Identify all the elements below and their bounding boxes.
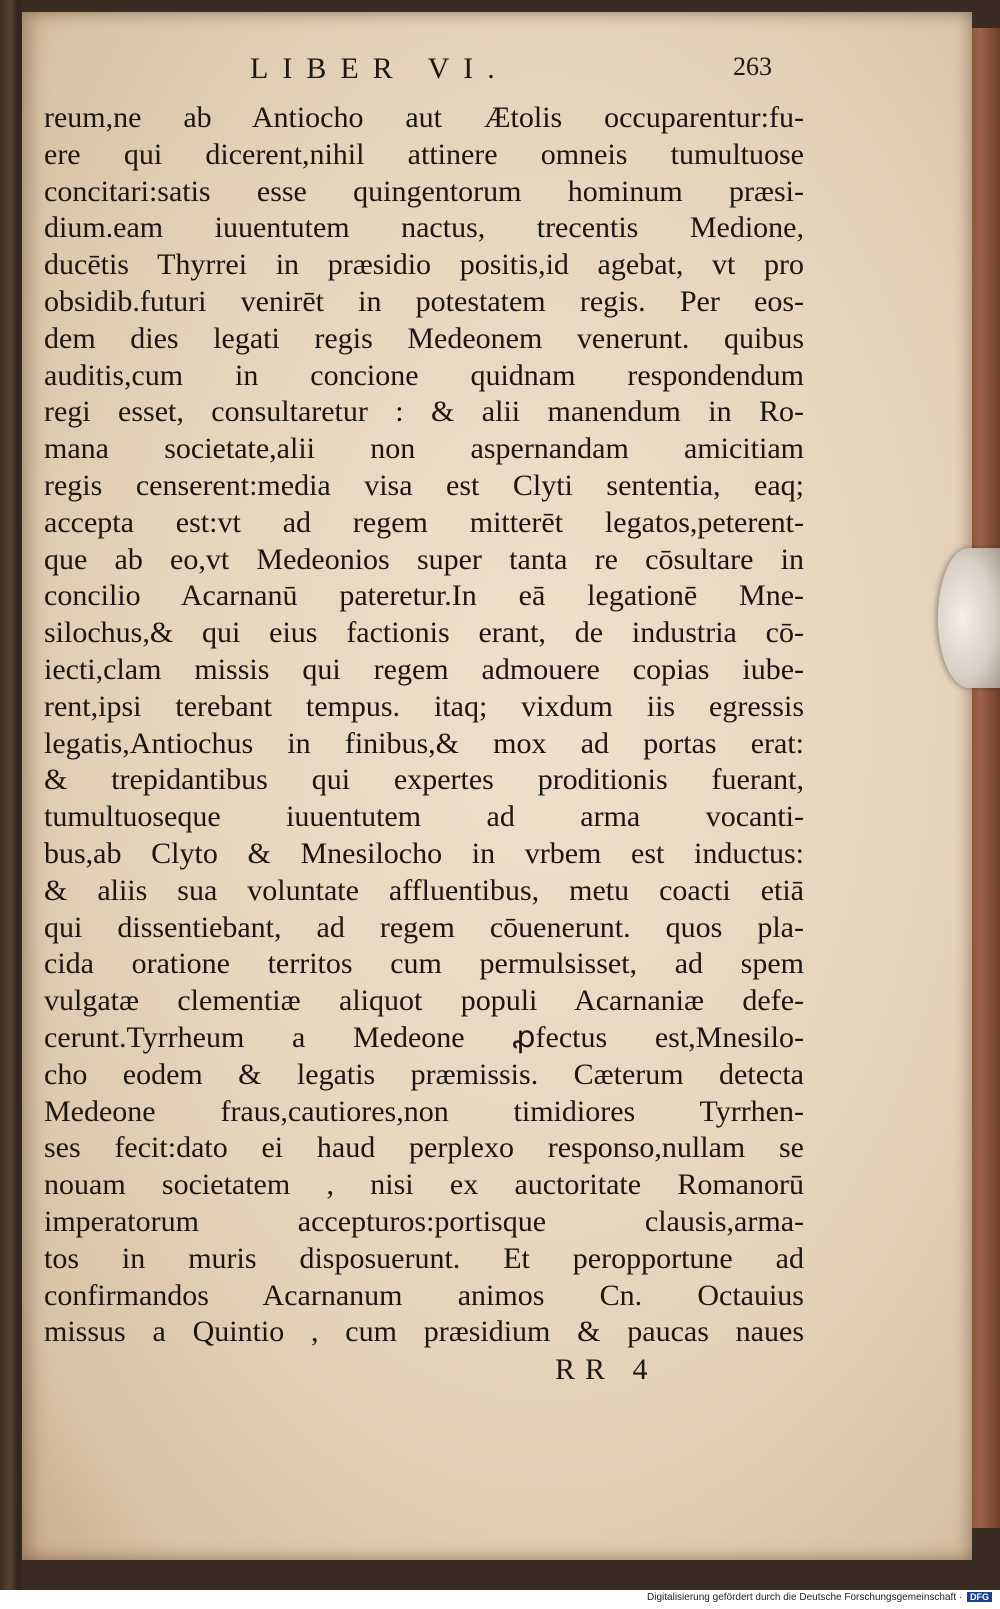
credit-text: Digitalisierung gefördert durch die Deutsche Forschungsgemeinschaft · bbox=[647, 1592, 963, 1603]
page-header bbox=[0, 52, 1000, 92]
text-line: Medeone fraus,cautiores,non timidiores Tyrrhen- bbox=[44, 1094, 804, 1128]
text-line: dem dies legati regis Medeonem venerunt. quibus bbox=[44, 321, 804, 355]
text-line: regis censerent:media visa est Clyti sententia, eaq; bbox=[44, 468, 804, 502]
body-text bbox=[44, 100, 804, 1351]
text-line: dium.eam iuuentutem nactus, trecentis Medione, bbox=[44, 211, 804, 245]
text-line: legatis,Antiochus in finibus,& mox ad portas erat: bbox=[44, 726, 804, 760]
text-line: vulgatæ clementiæ aliquot populi Acarnaniæ defe- bbox=[44, 984, 804, 1018]
signature-mark: RR 4 bbox=[555, 1353, 658, 1386]
text-line: tos in muris disposuerunt. Et peropportune ad bbox=[44, 1241, 804, 1275]
text-line: concitari:satis esse quingentorum hominum præsi- bbox=[44, 174, 804, 208]
running-title: LIBER VI. bbox=[250, 52, 509, 85]
text-line: nouam societatem , nisi ex auctoritate Romanorū bbox=[44, 1168, 804, 1202]
text-line: & aliis sua voluntate affluentibus, metu coacti etiā bbox=[44, 873, 804, 907]
text-line: & trepidantibus qui expertes proditionis fuerant, bbox=[44, 763, 804, 797]
text-line: concilio Acarnanū pateretur.In eā legationē Mne- bbox=[44, 579, 804, 613]
text-line: ere qui dicerent,nihil attinere omneis tumultuose bbox=[44, 137, 804, 171]
page-number: 263 bbox=[733, 52, 772, 81]
text-line: cho eodem & legatis præmissis. Cæterum detecta bbox=[44, 1057, 804, 1091]
text-line: ducētis Thyrrei in præsidio positis,id agebat, vt pro bbox=[44, 248, 804, 282]
text-line: cida oratione territos cum permulsisset, ad spem bbox=[44, 947, 804, 981]
text-line: confirmandos Acarnanum animos Cn. Octauius bbox=[44, 1278, 804, 1312]
text-line: regi esset, consultaretur : & alii manendum in Ro- bbox=[44, 395, 804, 429]
text-line: imperatorum accepturos:portisque clausis,arma- bbox=[44, 1204, 804, 1238]
text-line: iecti,clam missis qui regem admouere copias iube- bbox=[44, 652, 804, 686]
text-line: bus,ab Clyto & Mnesilocho in vrbem est inductus: bbox=[44, 836, 804, 870]
text-line: ses fecit:dato ei haud perplexo responso,nullam se bbox=[44, 1131, 804, 1165]
dfg-logo: DFG bbox=[967, 1592, 992, 1602]
digitization-credit bbox=[647, 1592, 992, 1603]
text-line: obsidib.futuri venirēt in potestatem regis. Per eos- bbox=[44, 284, 804, 318]
text-line: que ab eo,vt Medeonios super tanta re cōsultare in bbox=[44, 542, 804, 576]
text-line: auditis,cum in concione quidnam respondendum bbox=[44, 358, 804, 392]
text-line: reum,ne ab Antiocho aut Ætolis occuparentur:fu- bbox=[44, 101, 804, 134]
text-line: rent,ipsi terebant tempus. itaq; vixdum iis egressis bbox=[44, 689, 804, 723]
text-line: mana societate,alii non aspernandam amicitiam bbox=[44, 432, 804, 466]
text-line: missus a Quintio , cum præsidium & paucas naues bbox=[44, 1315, 804, 1349]
text-line: qui dissentiebant, ad regem cōuenerunt. quos pla- bbox=[44, 910, 804, 944]
text-line: tumultuoseque iuuentutem ad arma vocanti- bbox=[44, 800, 804, 834]
text-line: silochus,& qui eius factionis erant, de industria cō- bbox=[44, 616, 804, 650]
text-line: cerunt.Tyrrheum a Medeone ꝓfectus est,Mnesilo- bbox=[44, 1020, 804, 1054]
text-line: accepta est:vt ad regem mitterēt legatos,peterent- bbox=[44, 505, 804, 539]
page-clasp bbox=[938, 548, 1000, 688]
